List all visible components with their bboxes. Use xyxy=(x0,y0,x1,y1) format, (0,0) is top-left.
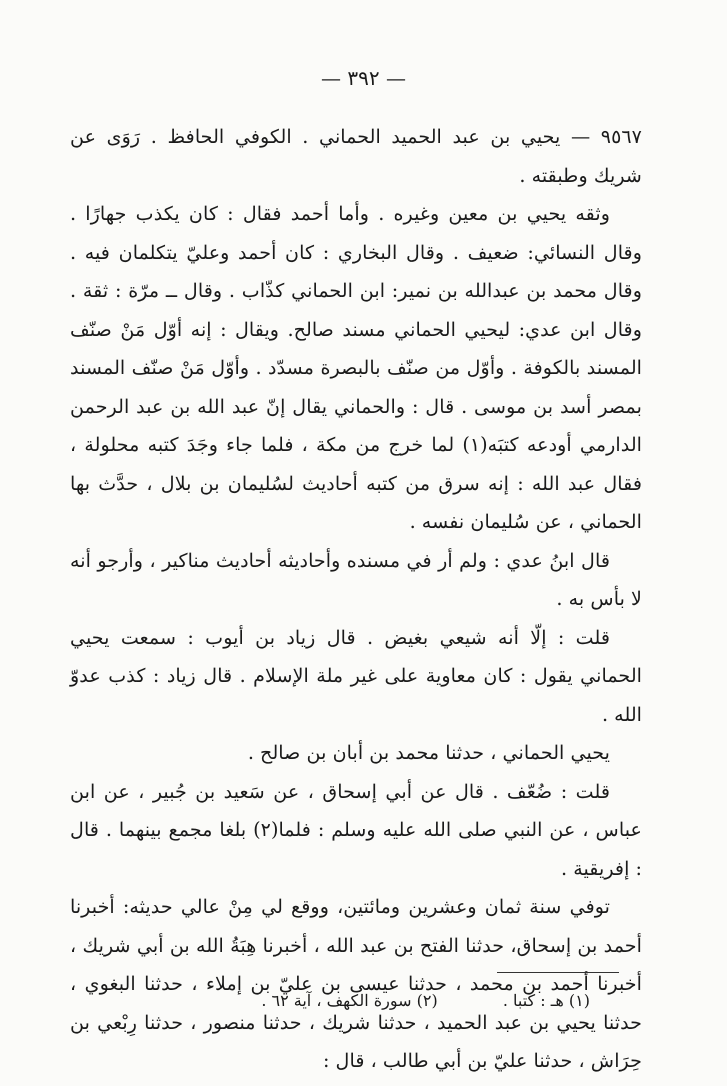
footnote: (١) هـ : كتبا . xyxy=(502,991,590,1010)
footnotes xyxy=(150,988,590,1014)
paragraph: قلت : إلّا أنه شيعي بغيض . قال زياد بن أيوب : سمعت يحيي الحماني يقول : كان معاوية على غير ملة الإسلام . قال زياد : كذب عدوّ الله . xyxy=(70,625,642,726)
paragraph: وثقه يحيي بن معين وغيره . وأما أحمد فقال : كان يكذب جهارًا . وقال النسائي: ضعيف . وقال البخاري : كان أحمد وعليّ يتكلمان فيه . وقال محمد بن عبدالله بن نمير: ابن الحماني كذّاب . وقال ــ مرّة : ثقة . وقال ابن عدي: ليحيي الحماني مسند صالح. ويقال : إنه أوّل مَنْ صنّف المسند بالكوفة . وأوّل من صنّف بالبصرة مسدّد . وأوّل مَنْ صنّف المسند بمصر أسد بن موسى . قال : والحماني يقال إنّ عبد الله بن عبد الرحمن الدارمي أودعه كتبَه(١) لما خرج من مكة ، فلما جاء وجَدَ كتبه محلولة ، فقال عبد الله : إنه سرق من كتبه أحاديث لسُليمان بن بلال ، حدَّث بها الحماني ، عن سُليمان نفسه . xyxy=(70,202,642,533)
paragraph: يحيي الحماني ، حدثنا محمد بن أبان بن صالح . xyxy=(247,741,610,764)
page-number: — ٣٩٢ — xyxy=(321,66,406,90)
body-text xyxy=(70,118,642,1081)
paragraph: قلت : ضُعّف . قال عن أبي إسحاق ، عن سَعيد بن جُبير ، عن ابن عباس ، عن النبي صلى الله عليه وسلم : فلما(٢) بلغا مجمع بينهما . قال : إفريقية . xyxy=(70,779,642,880)
footnote-divider xyxy=(497,972,619,973)
footnote: (٢) سورة الكهف ، آية ٦٢ . xyxy=(261,991,438,1010)
paragraph: قال ابنُ عدي : ولم أر في مسنده وأحاديثه أحاديث مناكير ، وأرجو أنه لا بأس به . xyxy=(70,548,642,610)
paragraph: توفي سنة ثمان وعشرين ومائتين، ووقع لي مِنْ عالي حديثه: أخبرنا أحمد بن إسحاق، حدثنا الفتح بن عبد الله ، أخبرنا هِبَةُ الله بن أبي شريك ، أخبرنا أحمد بن محمد ، حدثنا عيسى بن عليّ بن إملاء ، حدثنا البغوي ، حدثنا يحيي بن عبد الحميد ، حدثنا شريك ، حدثنا منصور ، حدثنا رِبْعي بن حِرَاش ، حدثنا عليّ بن أبي طالب ، قال : xyxy=(70,895,642,1072)
entry-heading-paragraph: ٩٥٦٧ — يحيي بن عبد الحميد الحماني . الكوفي الحافظ . رَوَى عن شريك وطبقته . xyxy=(70,125,642,187)
